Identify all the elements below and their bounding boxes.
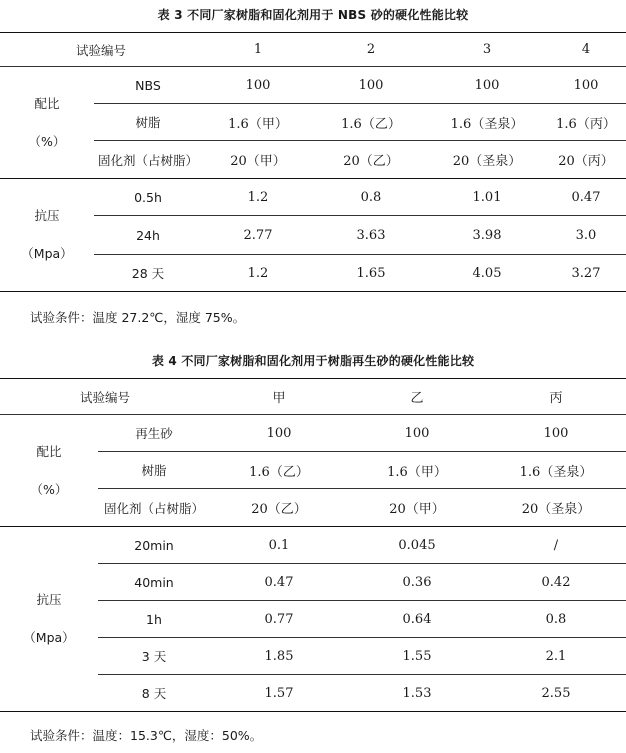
col-header: 乙 [410, 391, 424, 406]
row-label: 1h [146, 611, 162, 627]
table-cell: 1.6（甲） [387, 464, 447, 480]
group-label-unit: （%） [28, 133, 66, 149]
table-row [0, 104, 626, 141]
col-header: 甲 [272, 391, 286, 406]
row-label: 固化剂（占树脂） [103, 500, 204, 516]
table-cell: 1.65 [356, 265, 386, 281]
col-header: 3 [482, 42, 492, 57]
table-cell: 1.6（乙） [341, 116, 401, 132]
table-row [0, 415, 626, 452]
table-cell: 100 [358, 77, 384, 93]
table4 [0, 378, 626, 712]
col-header: 丙 [549, 391, 563, 406]
table-cell: 0.8 [545, 611, 567, 627]
table-cell: 1.55 [402, 648, 432, 664]
table-cell: 20（圣泉） [521, 502, 591, 517]
table-cell: 0.77 [264, 611, 294, 627]
table-cell: 1.53 [402, 685, 432, 701]
table-cell: / [553, 537, 559, 553]
table4-caption: 表 4 不同厂家树脂和固化剂用于树脂再生砂的硬化性能比较 [151, 354, 475, 368]
col-header: 4 [581, 42, 591, 57]
table-cell: 100 [266, 425, 292, 441]
table-cell: 20（甲） [389, 502, 445, 517]
table-cell: 20（甲） [230, 154, 286, 169]
row-label: 0.5h [134, 189, 162, 205]
table-cell: 1.6（丙） [556, 116, 616, 132]
table-cell: 0.1 [268, 537, 290, 553]
row-label: NBS [135, 77, 161, 93]
table-row [0, 527, 626, 564]
table3-header-row [0, 33, 626, 67]
table-row [0, 141, 626, 179]
table-cell: 0.8 [360, 189, 382, 205]
table-cell: 0.47 [264, 574, 294, 590]
table-cell: 1.2 [247, 265, 269, 281]
row-label: 3 天 [141, 649, 167, 664]
table-cell: 0.47 [571, 189, 601, 205]
group-label-unit: （Mpa） [21, 246, 73, 261]
table-cell: 0.36 [402, 574, 432, 590]
table-cell: 100 [543, 425, 569, 441]
row-label: 8 天 [141, 686, 167, 701]
col-header: 2 [366, 42, 376, 57]
group-label-ratio [0, 67, 94, 179]
table3-note: 试验条件：温度 27.2℃，湿度 75%。 [30, 310, 246, 325]
table-cell: 100 [474, 77, 500, 93]
group-label-line: 配比 [34, 95, 60, 111]
table-cell: 3.0 [575, 227, 597, 243]
table-cell: 2.77 [243, 227, 273, 243]
group-label-ratio [0, 415, 98, 527]
table-cell: 0.64 [402, 611, 432, 627]
table-cell: 1.6（甲） [228, 116, 288, 132]
group-label-line: 抗压 [34, 208, 60, 223]
table-cell: 100 [245, 77, 271, 93]
table-cell: 4.05 [472, 265, 502, 281]
row-label: 固化剂（占树脂） [97, 152, 198, 168]
row-label: 再生砂 [135, 426, 173, 441]
col-header: 1 [253, 42, 263, 57]
table4-note: 试验条件：温度：15.3℃，湿度：50%。 [30, 728, 263, 743]
table-cell: 1.57 [264, 685, 294, 701]
table-cell: 0.045 [398, 537, 436, 553]
row-label: 树脂 [135, 115, 161, 130]
table-cell: 20（乙） [251, 502, 307, 517]
table-cell: 1.01 [472, 189, 502, 205]
group-label-unit: （%） [30, 481, 68, 497]
table3 [0, 32, 626, 292]
group-label-line: 抗压 [36, 592, 62, 607]
table-cell: 3.27 [571, 265, 601, 281]
row-label: 树脂 [141, 463, 167, 478]
group-label-line: 配比 [36, 443, 62, 459]
table-cell: 1.6（圣泉） [519, 464, 593, 480]
table-row [0, 179, 626, 216]
table-cell: 0.42 [541, 574, 571, 590]
table-cell: 1.85 [264, 648, 294, 664]
table-row [0, 216, 626, 255]
header-label: 试验编号 [75, 42, 126, 58]
table4-header-row [0, 379, 626, 415]
table-cell: 100 [404, 425, 430, 441]
row-label: 24h [136, 227, 160, 243]
table-cell: 100 [573, 77, 599, 93]
table-cell: 2.55 [541, 685, 571, 701]
table-cell: 1.6（乙） [249, 464, 309, 480]
group-label-unit: （Mpa） [23, 630, 75, 645]
table-cell: 1.2 [247, 189, 269, 205]
row-label: 40min [134, 574, 174, 590]
table-cell: 3.98 [472, 227, 502, 243]
table-cell: 3.63 [356, 227, 386, 243]
table-row [0, 67, 626, 104]
table-row [0, 255, 626, 292]
row-label: 28 天 [131, 266, 165, 281]
table3-caption: 表 3 不同厂家树脂和固化剂用于 NBS 砂的硬化性能比较 [157, 8, 469, 22]
group-label-strength [0, 179, 94, 292]
table-cell: 1.6（圣泉） [450, 116, 524, 132]
table-cell: 20（圣泉） [452, 154, 522, 169]
header-label: 试验编号 [79, 389, 130, 405]
table-cell: 20（乙） [343, 154, 399, 169]
group-label-strength [0, 527, 98, 712]
row-label: 20min [134, 537, 174, 553]
table-cell: 2.1 [545, 648, 567, 664]
table-cell: 20（丙） [558, 154, 614, 169]
